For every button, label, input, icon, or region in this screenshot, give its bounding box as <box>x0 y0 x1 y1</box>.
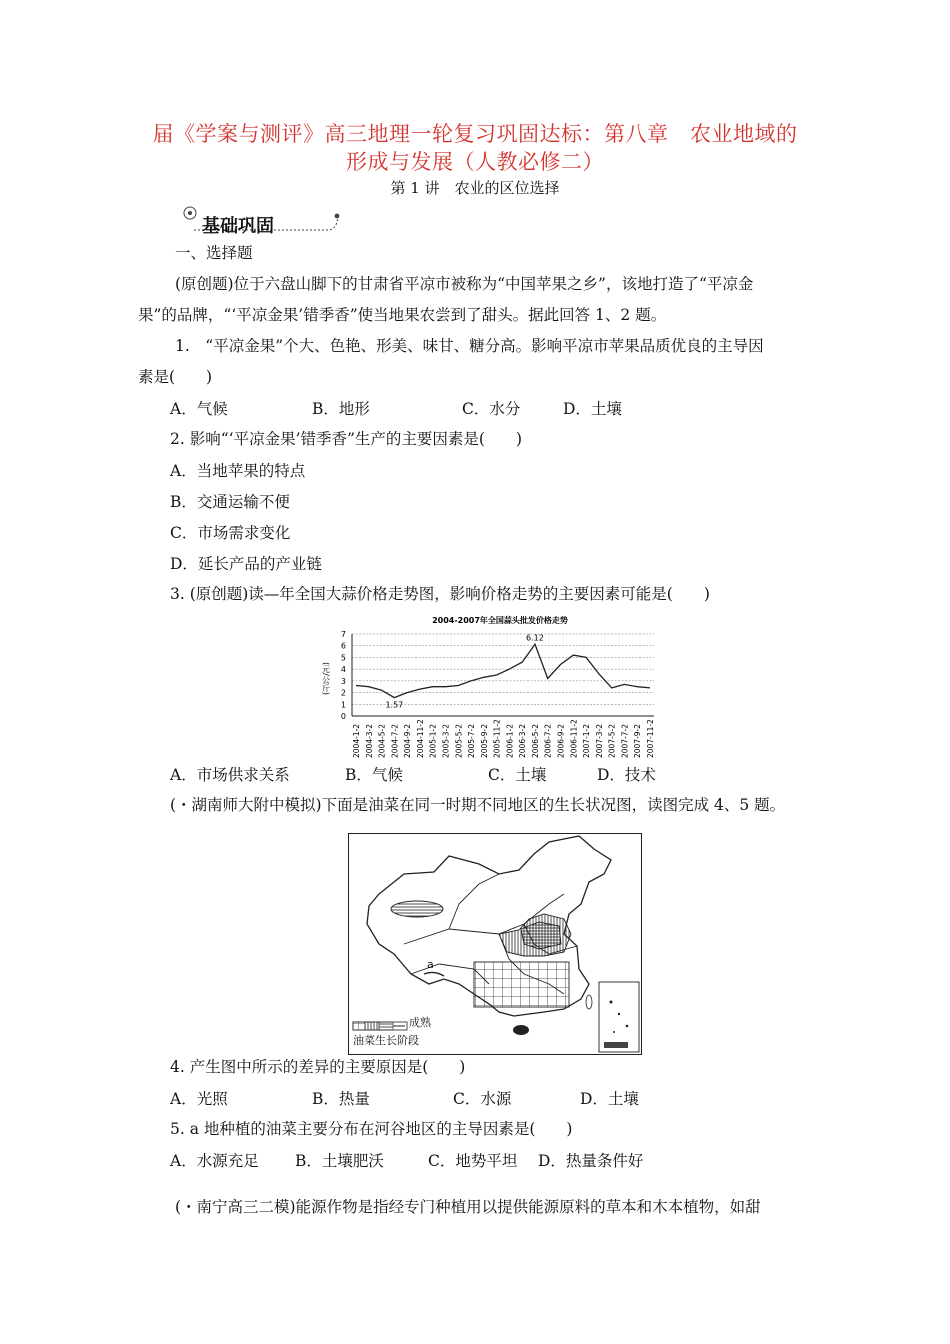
q5-option-a: A．水源充足 <box>170 1152 259 1170</box>
q1-option-a: A．气候 <box>170 400 228 418</box>
q4-option-a: A．光照 <box>170 1090 228 1108</box>
q2-option-c: C．市场需求变化 <box>170 524 291 542</box>
y-tick-label: 7 <box>340 630 346 639</box>
x-tick-label: 2004-9-2 <box>403 723 413 758</box>
q2-option-a: A．当地苹果的特点 <box>170 462 306 480</box>
q3-option-d: D．技术 <box>597 766 656 784</box>
section-heading: 一、选择题 <box>175 244 253 262</box>
q1-option-c: C．水分 <box>462 400 521 418</box>
q1-option-d: D．土壤 <box>563 400 622 418</box>
x-tick-label: 2004-7-2 <box>390 723 400 758</box>
x-tick-label: 2006-1-2 <box>505 723 515 758</box>
q2-option-b: B．交通运输不便 <box>170 493 290 511</box>
legend-mature-label: 成熟 <box>409 1016 431 1029</box>
q3-option-a: A．市场供求关系 <box>170 766 290 784</box>
garlic-price-chart <box>320 612 660 760</box>
y-tick-label: 6 <box>340 641 346 651</box>
y-tick-label: 2 <box>340 688 346 698</box>
x-tick-label: 2006-9-2 <box>556 723 566 758</box>
x-tick-label: 2004-5-2 <box>377 723 387 758</box>
q4-option-d: D．土壤 <box>580 1090 639 1108</box>
x-tick-label: 2006-11-2 <box>569 719 579 758</box>
rapeseed-map <box>348 833 642 1055</box>
x-tick-label: 2005-3-2 <box>441 723 451 758</box>
chart-ylabel: (元/公斤) <box>321 662 331 695</box>
doc-subtitle: 第 1 讲 农业的区位选择 <box>390 179 560 197</box>
x-tick-label: 2007-1-2 <box>582 723 592 758</box>
data-label: 6.12 <box>526 633 544 643</box>
q3-stem: 3. (原创题)读—年全国大蒜价格走势图，影响价格走势的主要因素可能是( ) <box>170 585 710 603</box>
section-badge <box>178 204 338 240</box>
q5-stem: 5. a 地种植的油菜主要分布在河谷地区的主导因素是( ) <box>170 1120 573 1138</box>
map-label-a: a <box>427 958 434 971</box>
doc-title-line1: 届《学案与测评》高三地理一轮复习巩固达标：第八章 农业地域的 <box>152 122 798 146</box>
y-tick-label: 3 <box>340 676 346 686</box>
q3-option-b: B．气候 <box>345 766 403 784</box>
intro1-line1: (原创题)位于六盘山脚下的甘肃省平凉市被称为“中国苹果之乡”，该地打造了“平凉金 <box>175 275 754 293</box>
badge-label: 基础巩固 <box>202 216 274 237</box>
x-tick-label: 2007-5-2 <box>607 723 617 758</box>
q1-line2: 素是( ) <box>138 368 213 386</box>
x-tick-label: 2007-7-2 <box>620 723 630 758</box>
x-tick-label: 2004-1-2 <box>352 723 361 758</box>
q5-option-b: B．土壤肥沃 <box>295 1152 384 1170</box>
q4-option-c: C．水源 <box>453 1090 512 1108</box>
x-tick-label: 2005-7-2 <box>467 723 477 758</box>
data-label: 1.57 <box>385 700 404 710</box>
q4-option-b: B．热量 <box>312 1090 370 1108</box>
q5-option-c: C．地势平坦 <box>428 1152 518 1170</box>
q1-option-b: B．地形 <box>312 400 370 418</box>
q3-option-c: C．土壤 <box>488 766 547 784</box>
q5-option-d: D．热量条件好 <box>538 1152 644 1170</box>
legend-stage-label: 油菜生长阶段 <box>353 1034 419 1047</box>
x-tick-label: 2006-7-2 <box>543 723 553 758</box>
x-tick-label: 2005-1-2 <box>428 723 438 758</box>
x-tick-label: 2005-9-2 <box>479 723 489 758</box>
x-tick-label: 2007-3-2 <box>594 723 604 758</box>
y-tick-label: 0 <box>340 712 346 721</box>
x-tick-label: 2007-9-2 <box>633 723 643 758</box>
x-tick-label: 2005-11-2 <box>492 719 502 758</box>
x-tick-label: 2006-5-2 <box>530 723 540 758</box>
q1-line1: 1. “平凉金果”个大、色艳、形美、味甘、糖分高。影响平凉市苹果品质优良的主导因 <box>175 337 764 355</box>
chart-title: 2004-2007年全国蒜头批发价格走势 <box>432 616 568 625</box>
y-tick-label: 1 <box>340 700 346 710</box>
q2-option-d: D．延长产品的产业链 <box>170 555 322 573</box>
price-series-line <box>356 644 650 697</box>
x-tick-label: 2006-3-2 <box>518 723 528 758</box>
x-tick-label: 2005-5-2 <box>454 723 464 758</box>
y-tick-label: 5 <box>340 653 346 663</box>
intro3: (・南宁高三二模)能源作物是指经专门种植用以提供能源原料的草本和木本植物，如甜 <box>175 1198 761 1216</box>
doc-title-line2: 形成与发展（人教必修二） <box>346 150 604 174</box>
q4-stem: 4. 产生图中所示的差异的主要原因是( ) <box>170 1058 466 1076</box>
x-tick-label: 2004-11-2 <box>415 719 425 758</box>
intro1-line2: 果”的品牌，“‘平凉金果’错季香”使当地果农尝到了甜头。据此回答 1、2 题。 <box>138 306 667 324</box>
x-tick-label: 2007-11-2 <box>646 719 655 758</box>
x-tick-label: 2004-3-2 <box>364 723 374 758</box>
intro2: (・湖南师大附中模拟)下面是油菜在同一时期不同地区的生长状况图，读图完成 4、5 题。 <box>170 796 786 814</box>
y-tick-label: 4 <box>340 665 346 675</box>
q2-stem: 2. 影响“‘平凉金果’错季香”生产的主要因素是( ) <box>170 430 523 448</box>
